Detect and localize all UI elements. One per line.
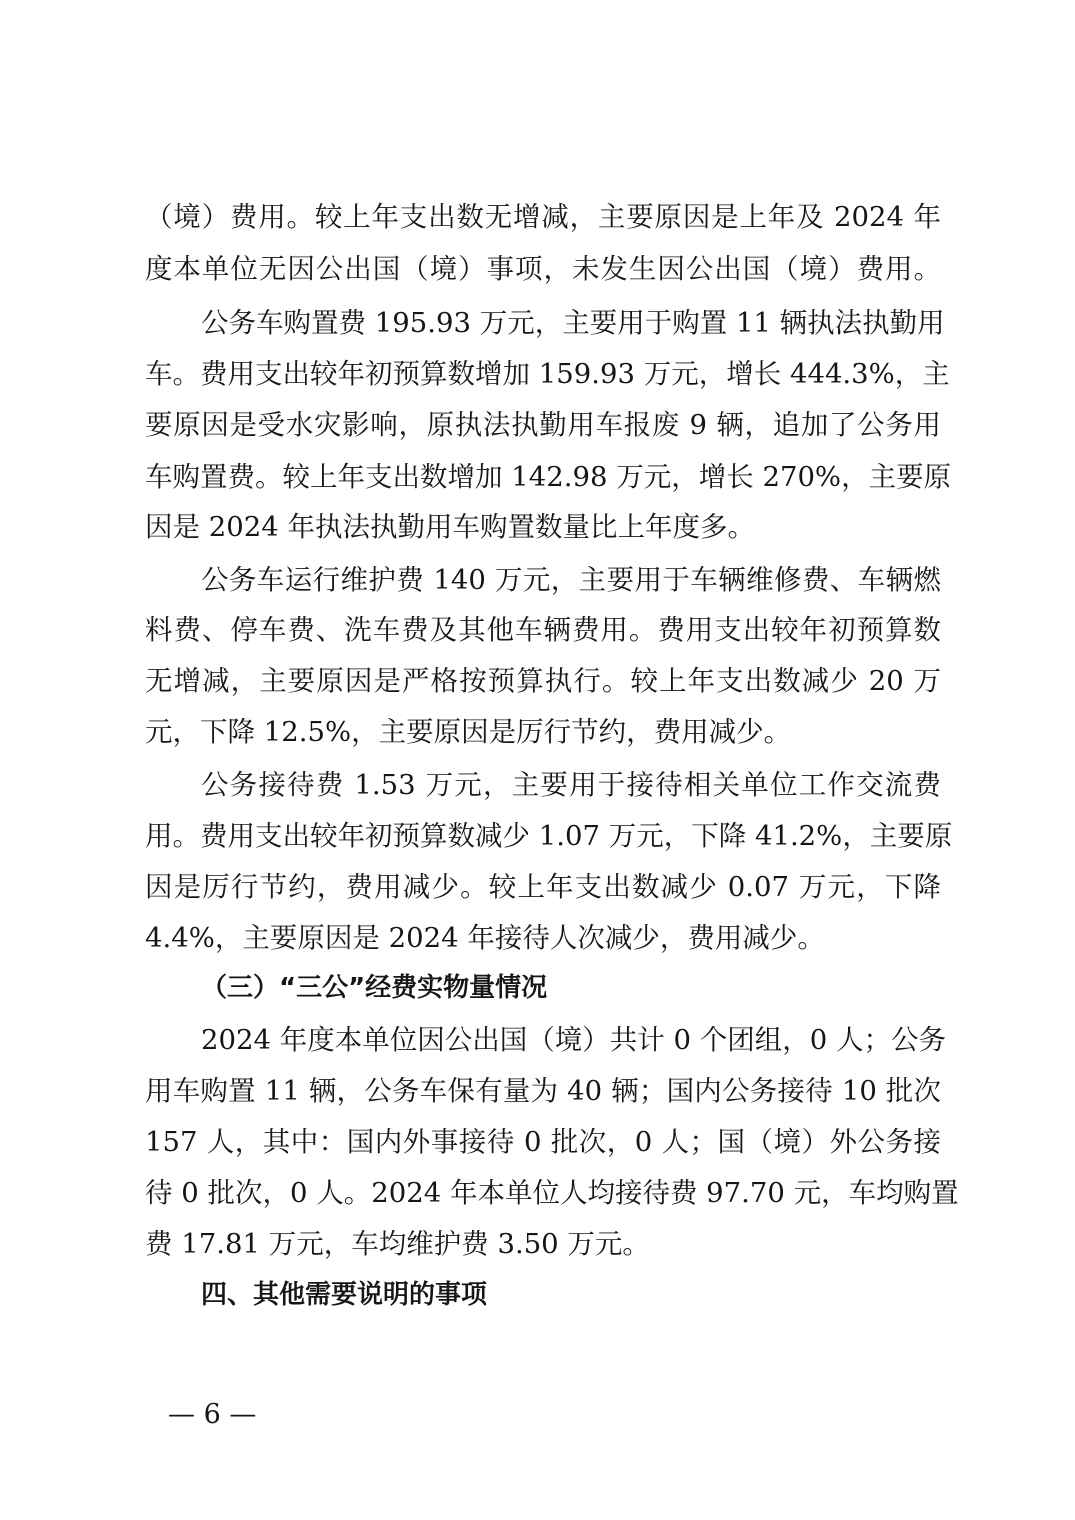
text-line: 157 人，其中：国内外事接待 0 批次，0 人；国（境）外公务接 (145, 1126, 941, 1158)
text-line: 车。费用支出较年初预算数增加 159.93 万元，增长 444.3%，主 (145, 358, 950, 390)
text-line: 公务接待费 1.53 万元，主要用于接待相关单位工作交流费 (201, 769, 941, 801)
text-line: 用。费用支出较年初预算数减少 1.07 万元，下降 41.2%，主要原 (145, 820, 953, 852)
text-line: （境）费用。较上年支出数无增减，主要原因是上年及 2024 年 (145, 201, 941, 233)
text-line: 公务车运行维护费 140 万元，主要用于车辆维修费、车辆燃 (201, 564, 941, 596)
section-heading: （三）“三公”经费实物量情况 (201, 973, 548, 1003)
text-line: 车购置费。较上年支出数增加 142.98 万元，增长 270%，主要原 (145, 461, 952, 493)
text-line: 元，下降 12.5%，主要原因是厉行节约，费用减少。 (145, 716, 792, 748)
page-number: — 6 — (168, 1399, 257, 1430)
text-line: 待 0 批次，0 人。2024 年本单位人均接待费 97.70 元，车均购置 (145, 1177, 959, 1209)
text-line: 度本单位无因公出国（境）事项，未发生因公出国（境）费用。 (145, 253, 941, 285)
text-line: 费 17.81 万元，车均维护费 3.50 万元。 (145, 1228, 650, 1260)
text-line: 用车购置 11 辆，公务车保有量为 40 辆；国内公务接待 10 批次 (145, 1075, 941, 1107)
text-line: 公务车购置费 195.93 万元，主要用于购置 11 辆执法执勤用 (201, 307, 945, 339)
section-heading: 四、其他需要说明的事项 (201, 1280, 488, 1310)
text-line: 要原因是受水灾影响，原执法执勤用车报废 9 辆，追加了公务用 (145, 409, 941, 441)
text-line: 4.4%，主要原因是 2024 年接待人次减少，费用减少。 (145, 922, 825, 954)
text-line: 因是 2024 年执法执勤用车购置数量比上年度多。 (145, 511, 755, 543)
text-line: 因是厉行节约，费用减少。较上年支出数减少 0.07 万元，下降 (145, 871, 941, 903)
text-line: 料费、停车费、洗车费及其他车辆费用。费用支出较年初预算数 (145, 614, 941, 646)
text-line: 2024 年度本单位因公出国（境）共计 0 个团组，0 人；公务 (201, 1024, 946, 1056)
text-line: 无增减，主要原因是严格按预算执行。较上年支出数减少 20 万 (145, 665, 941, 697)
